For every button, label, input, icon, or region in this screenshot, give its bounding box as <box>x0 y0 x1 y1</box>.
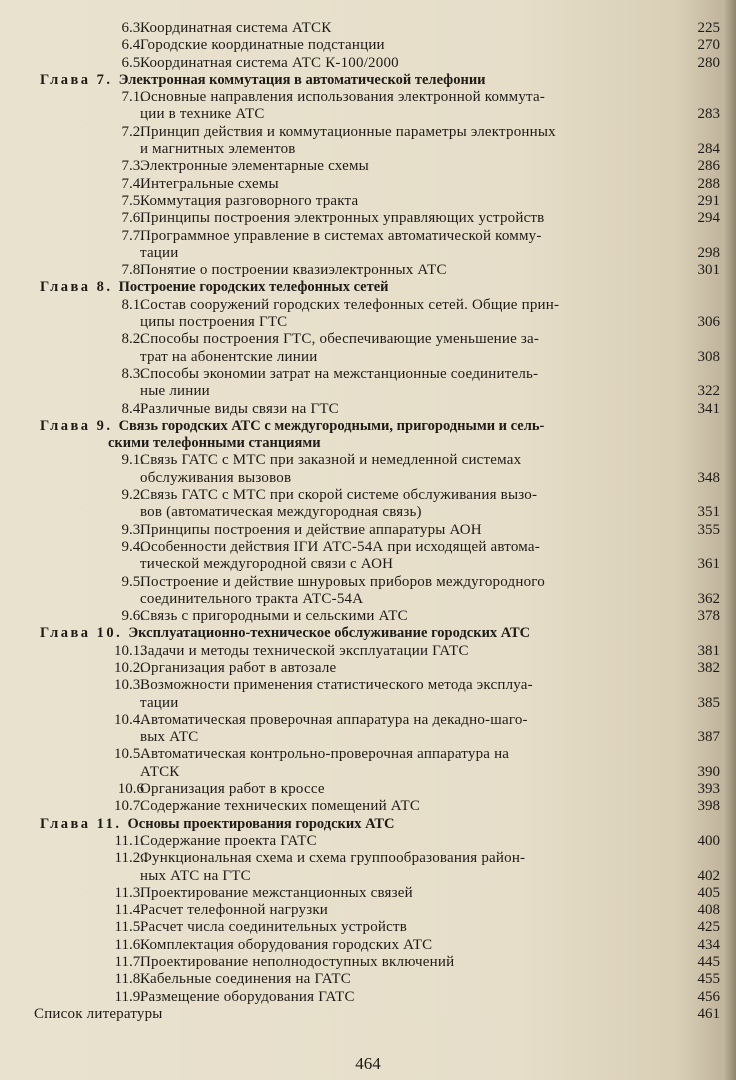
toc-chapter-heading <box>34 72 714 89</box>
section-number: 8.4. <box>121 400 144 417</box>
toc-entry <box>34 556 720 573</box>
page-ref: 445 <box>697 954 720 971</box>
section-title: Задачи и методы технической эксплуатации ГАТС <box>140 642 469 659</box>
section-number: 6.3. <box>121 20 144 36</box>
page-ref: 306 <box>697 314 720 331</box>
section-title: Возможности применения статистического метода эксплуа- <box>140 677 533 694</box>
section-number: 8.3. <box>121 365 144 382</box>
page-number: 464 <box>355 1054 381 1073</box>
section-number: 11.3. <box>114 884 144 901</box>
section-number: 11.5. <box>114 919 144 936</box>
section-title: вых АТС <box>140 729 199 746</box>
chapter-label: Глава 10. <box>40 625 123 642</box>
section-number: 7.2. <box>121 123 144 140</box>
toc-entry <box>34 988 720 1006</box>
page-ref: 455 <box>697 971 720 988</box>
section-title: тации <box>140 244 179 261</box>
toc-chapter-heading <box>34 816 714 833</box>
section-title: Координатная система АТСК <box>140 20 332 36</box>
page-ref: 408 <box>697 902 720 919</box>
toc-entry <box>34 37 720 54</box>
section-title: Проектирование неполнодоступных включений <box>140 954 455 971</box>
section-number: 8.1. <box>121 296 144 313</box>
toc-entry <box>34 469 720 487</box>
toc-entry <box>34 228 714 245</box>
section-title: Автоматическая контрольно-проверочная аппаратура на <box>140 746 510 763</box>
section-number: 11.7. <box>114 954 144 971</box>
section-title: Основные направления использования электронной коммута- <box>140 89 546 106</box>
section-number: 9.6. <box>121 608 144 625</box>
page-ref: 348 <box>697 469 720 486</box>
section-title: вов (автоматическая междугородная связь) <box>140 504 422 521</box>
section-number: 7.6. <box>121 210 144 227</box>
section-title: Понятие о построении квазиэлектронных АТС <box>140 262 447 279</box>
section-title: Организация работ в автозале <box>140 659 337 676</box>
chapter-label: Глава 7. <box>40 71 113 88</box>
page-ref: 322 <box>697 383 720 400</box>
section-title: Коммутация разговорного тракта <box>140 192 359 209</box>
toc-entry <box>34 366 714 383</box>
toc-entry <box>34 348 720 366</box>
toc-chapter-heading <box>34 625 714 642</box>
page-ref: 456 <box>697 988 720 1005</box>
toc-entry <box>34 452 714 469</box>
section-number: 7.1. <box>121 89 144 106</box>
chapter-title: скими телефонными станциями <box>108 435 321 452</box>
page-ref: 362 <box>697 590 720 607</box>
toc-chapter-heading <box>34 279 714 296</box>
toc-entry <box>34 832 720 850</box>
section-title: Способы экономии затрат на межстанционные соединитель- <box>140 365 539 382</box>
page-ref: 283 <box>697 106 720 123</box>
page-ref: 341 <box>697 400 720 417</box>
section-title: Особенности действия ІГИ АТС-54А при исходящей автома- <box>140 538 540 555</box>
page-ref: 270 <box>697 37 720 54</box>
section-number: 11.4. <box>114 902 144 919</box>
section-number: 7.5. <box>121 192 144 209</box>
toc-entry <box>34 192 720 210</box>
toc-chapter-heading <box>34 435 714 452</box>
toc-entry <box>34 642 720 660</box>
section-number: 8.2. <box>121 331 144 348</box>
toc-chapter-heading <box>34 418 714 435</box>
page-ref: 461 <box>697 1005 720 1022</box>
toc-entry <box>34 244 720 262</box>
section-title: Расчет телефонной нагрузки <box>140 902 329 919</box>
section-title: Программное управление в системах автоматической комму- <box>140 227 542 244</box>
section-title: Размещение оборудования ГАТС <box>140 988 355 1005</box>
section-title: тации <box>140 694 179 711</box>
toc-entry <box>34 124 714 141</box>
section-title: ные линии <box>140 383 210 400</box>
toc-entry <box>34 590 720 608</box>
section-title: соединительного тракта АТС-54А <box>140 590 364 607</box>
toc-entry <box>34 262 720 279</box>
toc-entry <box>34 694 720 712</box>
section-number: 10.1. <box>114 642 144 659</box>
section-number: 6.4. <box>121 37 144 54</box>
section-number: 10.5. <box>114 746 144 763</box>
toc-entry <box>34 867 720 885</box>
chapter-title: Связь городских АТС с междугородными, пригородными и сель- <box>118 417 545 434</box>
toc-entry <box>34 746 714 763</box>
section-title: Различные виды связи на ГТС <box>140 400 339 417</box>
section-title: Связь ГАТС с МТС при заказной и немедленной системах <box>140 452 522 469</box>
table-of-contents <box>34 20 720 1023</box>
page-ref: 284 <box>697 141 720 158</box>
section-title: Состав сооружений городских телефонных сетей. Общие прин- <box>140 296 560 313</box>
section-title: Комплектация оборудования городских АТС <box>140 936 433 953</box>
toc-entry <box>34 54 720 72</box>
page-ref: 294 <box>697 210 720 227</box>
section-title: Функциональная схема и схема группообразования район- <box>140 850 526 867</box>
section-number: 7.4. <box>121 175 144 192</box>
toc-entry <box>34 954 720 971</box>
toc-entry <box>34 331 714 348</box>
chapter-title: Эксплуатационно-техническое обслуживание городских АТС <box>128 625 531 642</box>
toc-entry <box>34 781 720 798</box>
section-number: 6.5. <box>121 54 144 71</box>
section-title: Связь с пригородными и сельскими АТС <box>140 608 408 625</box>
section-title: ных АТС на ГТС <box>140 867 251 884</box>
toc-entry <box>34 574 714 591</box>
section-title: Городские координатные подстанции <box>140 37 385 54</box>
toc-entry <box>34 763 720 781</box>
page-ref: 393 <box>697 781 720 798</box>
page-ref: 225 <box>697 20 720 36</box>
section-title: Интегральные схемы <box>140 175 279 192</box>
toc-entry <box>34 971 720 988</box>
section-title: ции в технике АТС <box>140 106 265 123</box>
section-title: Связь ГАТС с МТС при скорой системе обслуживания вызо- <box>140 487 538 504</box>
toc-entry <box>34 608 720 625</box>
section-title: Принципы построения и действие аппаратуры АОН <box>140 521 482 538</box>
toc-entry <box>34 504 720 521</box>
section-title: Автоматическая проверочная аппаратура на декадно-шаго- <box>140 711 528 728</box>
section-number: 7.7. <box>121 227 144 244</box>
section-title: Содержание проекта ГАТС <box>140 832 317 849</box>
toc-entry <box>34 158 720 175</box>
toc-entry <box>34 539 714 556</box>
chapter-title: Построение городских телефонных сетей <box>118 279 389 296</box>
page-ref: 286 <box>697 158 720 175</box>
section-number: 10.3. <box>114 677 144 694</box>
section-number: 9.1. <box>121 452 144 469</box>
toc-entry <box>34 383 720 400</box>
section-number: 11.8. <box>114 971 144 988</box>
chapter-label: Глава 8. <box>40 279 113 296</box>
section-title: Принцип действия и коммутационные параметры электронных <box>140 123 556 140</box>
section-title: Проектирование межстанционных связей <box>140 884 413 901</box>
section-number: 9.2. <box>121 487 144 504</box>
toc-entry <box>34 521 720 539</box>
toc-references-entry <box>34 1005 720 1023</box>
section-title: Координатная система АТС К-100/2000 <box>140 54 399 71</box>
page-ref: 390 <box>697 763 720 780</box>
toc-entry <box>34 297 714 314</box>
page-ref: 400 <box>697 832 720 849</box>
page-ref: 434 <box>697 936 720 953</box>
section-title: АТСК <box>140 763 180 780</box>
section-number: 11.6. <box>114 936 144 953</box>
toc-entry <box>34 729 720 746</box>
section-number: 10.2. <box>114 659 144 676</box>
page-ref: 425 <box>697 919 720 936</box>
page-ref: 280 <box>697 54 720 71</box>
page-ref: 378 <box>697 608 720 625</box>
toc-entry <box>34 902 720 919</box>
toc-entry <box>34 20 720 37</box>
section-title: Организация работ в кроссе <box>140 781 325 798</box>
toc-entry <box>34 314 720 331</box>
chapter-label: Глава 9. <box>40 417 113 434</box>
section-title: тической междугородной связи с АОН <box>140 556 394 573</box>
section-number: 9.5. <box>121 573 144 590</box>
section-number: 7.3. <box>121 158 144 175</box>
toc-entry <box>34 850 714 867</box>
toc-entry <box>34 175 720 193</box>
toc-entry <box>34 712 714 729</box>
section-title: Список литературы <box>34 1005 163 1022</box>
page-ref: 402 <box>697 867 720 884</box>
section-title: обслуживания вызовов <box>140 469 292 486</box>
toc-entry <box>34 884 720 902</box>
page-ref: 355 <box>697 521 720 538</box>
section-number: 11.1. <box>114 832 144 849</box>
toc-entry <box>34 400 720 418</box>
toc-entry <box>34 106 720 123</box>
section-number: 11.9. <box>114 988 144 1005</box>
page-ref: 298 <box>697 244 720 261</box>
page-ref: 405 <box>697 884 720 901</box>
section-title: Расчет числа соединительных устройств <box>140 919 408 936</box>
chapter-label: Глава 11. <box>40 815 122 832</box>
chapter-title: Основы проектирования городских АТС <box>127 815 395 832</box>
section-number: 10.4. <box>114 711 144 728</box>
toc-entry <box>34 487 714 504</box>
page-ref: 288 <box>697 175 720 192</box>
toc-entry <box>34 798 720 815</box>
page-ref: 308 <box>697 348 720 365</box>
section-number: 11.2. <box>114 850 144 867</box>
section-title: трат на абонентские линии <box>140 348 318 365</box>
section-number: 9.4. <box>121 538 144 555</box>
page-ref: 382 <box>697 659 720 676</box>
page-ref: 398 <box>697 798 720 815</box>
section-title: Кабельные соединения на ГАТС <box>140 971 352 988</box>
section-number: 7.8. <box>121 262 144 279</box>
page-ref: 361 <box>697 556 720 573</box>
toc-entry <box>34 141 720 158</box>
section-title: ципы построения ГТС <box>140 314 288 331</box>
section-title: Построение и действие шнуровых приборов междугородного <box>140 573 545 590</box>
page-edge-shadow <box>722 0 736 1080</box>
toc-entry <box>34 936 720 954</box>
section-title: Способы построения ГТС, обеспечивающие уменьшение за- <box>140 331 540 348</box>
page-ref: 291 <box>697 192 720 209</box>
section-number: 10.6 <box>117 781 144 798</box>
section-number: 9.3. <box>121 521 144 538</box>
toc-entry <box>34 677 714 694</box>
section-number: 10.7. <box>114 798 144 815</box>
toc-entry <box>34 919 720 936</box>
page-ref: 385 <box>697 694 720 711</box>
chapter-title: Электронная коммутация в автоматической телефонии <box>118 71 486 88</box>
section-title: Принципы построения электронных управляющих устройств <box>140 210 545 227</box>
toc-entry <box>34 659 720 677</box>
toc-entry <box>34 89 714 106</box>
page-ref: 387 <box>697 729 720 746</box>
page-ref: 381 <box>697 642 720 659</box>
page-ref: 351 <box>697 504 720 521</box>
section-title: и магнитных элементов <box>140 141 296 158</box>
section-title: Электронные элементарные схемы <box>140 158 369 175</box>
section-title: Содержание технических помещений АТС <box>140 798 421 815</box>
page-ref: 301 <box>697 262 720 279</box>
toc-entry <box>34 210 720 227</box>
